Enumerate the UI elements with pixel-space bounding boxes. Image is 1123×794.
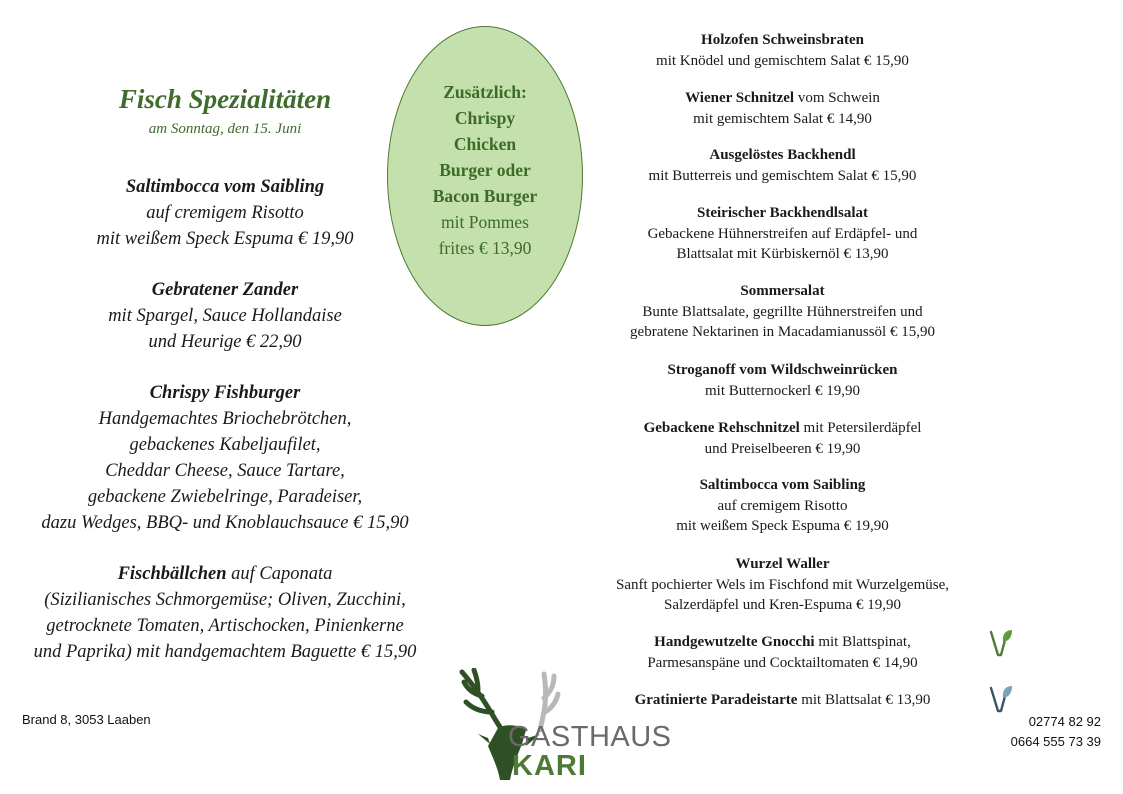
dish-name-rest: auf Caponata <box>226 564 333 584</box>
menu-item-line: mit weißem Speck Espuma € 19,90 <box>676 518 889 534</box>
menu-item-line: mit gemischtem Salat € 14,90 <box>693 110 872 127</box>
dish-line: und Heurige € 22,90 <box>148 332 302 352</box>
fish-dish <box>10 174 440 252</box>
dish-name: Fischbällchen <box>117 564 227 584</box>
menu-item <box>560 360 1005 401</box>
extra-line: Bacon Burger <box>432 186 538 206</box>
dish-line: gebackenes Kabeljaufilet, <box>129 435 321 455</box>
menu-item-line: mit Butternockerl € 19,90 <box>705 382 860 399</box>
phone-mobile: 0664 555 73 39 <box>1010 734 1101 749</box>
dish-name: Chrispy Fishburger <box>149 383 301 403</box>
extra-line: Chrispy <box>454 108 516 128</box>
dish-line: mit weißem Speck Espuma € 19,90 <box>96 229 354 249</box>
menu-item <box>560 418 1005 459</box>
menu-item-line: Sanft pochierter Wels im Fischfond mit Wurzelgemüse, <box>616 576 949 593</box>
menu-item-name: Stroganoff vom Wildschweinrücken <box>667 362 898 378</box>
extra-line: mit Pommes <box>441 212 529 232</box>
menu-item-name-rest: mit Petersilerdäpfel <box>799 420 922 436</box>
dish-line: und Paprika) mit handgemachtem Baguette € 15,90 <box>33 642 417 662</box>
vegetarian-leaf-icon <box>988 684 1014 714</box>
menu-item-line: mit Butterreis und gemischtem Salat € 15,90 <box>648 167 917 184</box>
menu-item-line: Salzerdäpfel und Kren-Espuma € 19,90 <box>663 597 901 613</box>
dish-line: dazu Wedges, BBQ- und Knoblauchsauce € 15,90 <box>41 513 409 533</box>
dish-line: (Sizilianisches Schmorgemüse; Oliven, Zucchini, <box>44 590 406 610</box>
menu-item <box>560 632 1005 673</box>
menu-item <box>560 475 1005 537</box>
dish-line: gebackene Zwiebelringe, Paradeiser, <box>87 487 363 507</box>
logo-text-gasthaus: GASTHAUS <box>508 721 672 753</box>
vegan-leaf-icon <box>988 628 1014 658</box>
dish-line: getrocknete Tomaten, Artischocken, Pinienkerne <box>46 616 404 636</box>
menu-item-line: gebratene Nektarinen in Macadamianussöl € 15,90 <box>630 324 935 340</box>
menu-item-name: Wurzel Waller <box>735 556 830 572</box>
menu-item-line: Blattsalat mit Kürbiskernöl € 13,90 <box>676 246 889 262</box>
menu-item <box>560 281 1005 343</box>
menu-item <box>560 30 1005 71</box>
menu-item-name: Wiener Schnitzel <box>685 90 795 106</box>
menu-item-name: Steirischer Backhendlsalat <box>697 205 868 221</box>
fish-title: Fisch Spezialitäten <box>118 84 332 114</box>
menu-item-line: Gebackene Hühnerstreifen auf Erdäpfel- und <box>647 225 918 242</box>
menu-item-name-rest: mit Blattsalat € 13,90 <box>797 692 931 708</box>
menu-item-line: und Preiselbeeren € 19,90 <box>704 440 861 457</box>
phone-landline: 02774 82 92 <box>1028 714 1101 729</box>
extra-line: Chicken <box>453 134 517 154</box>
menu-item-name: Gebackene Rehschnitzel <box>643 420 800 436</box>
extra-offer-oval <box>387 26 583 326</box>
menu-item-name: Ausgelöstes Backhendl <box>709 147 856 163</box>
menu-item <box>560 554 1005 616</box>
menu-item-name: Holzofen Schweinsbraten <box>701 32 864 48</box>
extra-line: Burger oder <box>439 160 531 180</box>
fish-dish <box>10 561 440 665</box>
fish-dish <box>10 277 440 355</box>
dish-line: mit Spargel, Sauce Hollandaise <box>108 306 342 326</box>
menu-item-name: Gratinierte Paradeistarte <box>634 692 798 708</box>
menu-item <box>560 88 1005 129</box>
fish-specials <box>10 84 440 665</box>
extra-line: Zusätzlich: <box>443 82 527 102</box>
menu-item-name: Sommersalat <box>740 283 825 299</box>
menu-item <box>560 145 1005 186</box>
dish-line: Handgemachtes Briochebrötchen, <box>98 409 352 429</box>
phone-numbers <box>1011 712 1101 752</box>
dish-line: Cheddar Cheese, Sauce Tartare, <box>105 461 345 481</box>
extra-line: frites € 13,90 <box>438 238 532 258</box>
menu-item-name-rest: mit Blattspinat, <box>814 634 911 650</box>
dish-name: Gebratener Zander <box>151 280 299 300</box>
menu-item <box>560 203 1005 265</box>
menu-item-line: Bunte Blattsalate, gegrillte Hühnerstreifen und <box>642 303 923 320</box>
address: Brand 8, 3053 Laaben <box>22 712 151 727</box>
menu-item-name: Handgewutzelte Gnocchi <box>654 634 815 650</box>
menu-item-line: mit Knödel und gemischtem Salat € 15,90 <box>656 52 909 69</box>
menu-item-name-rest: vom Schwein <box>794 90 880 106</box>
fish-date: am Sonntag, den 15. Juni <box>148 121 302 137</box>
menu-item-name: Saltimbocca vom Saibling <box>699 477 866 493</box>
menu-item-line: Parmesanspäne und Cocktailtomaten € 14,90 <box>647 654 918 671</box>
menu-item-line: auf cremigem Risotto <box>717 497 848 514</box>
logo-text-kari: KARI <box>512 750 587 782</box>
dish-line: auf cremigem Risotto <box>146 203 304 223</box>
dish-name: Saltimbocca vom Saibling <box>125 177 325 197</box>
fish-dish <box>10 380 440 536</box>
